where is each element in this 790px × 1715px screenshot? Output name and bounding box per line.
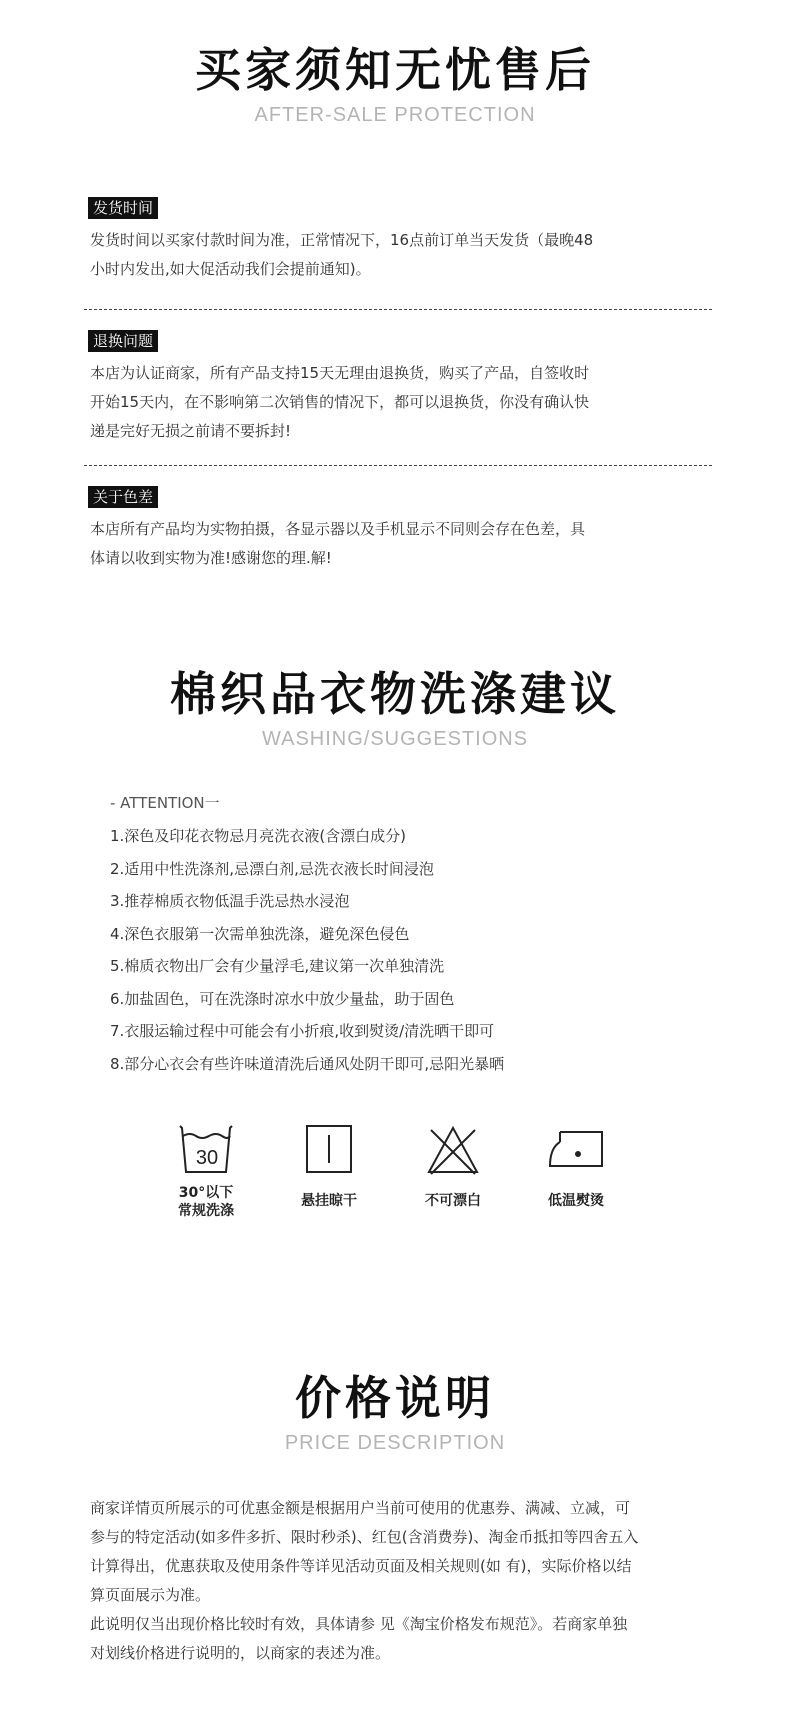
wash-30-icon — [174, 1122, 238, 1178]
washing-item: 1.深色及印花衣物忌月亮洗衣液(含漂白成分) — [110, 827, 407, 845]
no-bleach-icon — [421, 1122, 485, 1178]
notice-title: 买家须知无忧售后 — [195, 43, 595, 97]
price-subtitle: PRICE DESCRIPTION — [284, 1432, 506, 1454]
hang-dry-icon — [297, 1122, 361, 1178]
shipping-time-tag: 发货时间 — [88, 197, 158, 219]
section-divider — [84, 309, 712, 310]
notice-subtitle: AFTER-SALE PROTECTION — [254, 104, 536, 126]
care-label: 悬挂晾干 — [301, 1193, 357, 1209]
color-difference-tag: 关于色差 — [88, 486, 158, 508]
washing-item: 8.部分心衣会有些许味道清洗后通风处阴干即可,忌阳光暴晒 — [110, 1055, 505, 1073]
care-label: 低温熨烫 — [548, 1193, 604, 1209]
washing-item: 7.衣服运输过程中可能会有小折痕,收到熨烫/清洗晒干即可 — [110, 1022, 495, 1040]
return-exchange-text: 本店为认证商家，所有产品支持15天无理由退换货，购买了产品，自签收时 开始15天内，在不影响第二次销售的情况下，都可以退换货，你没有确认快 递是完好无损之前请不要拆封! — [90, 364, 590, 440]
section-divider — [84, 465, 712, 466]
washing-item: 3.推荐棉质衣物低温手洗忌热水浸泡 — [110, 892, 350, 910]
return-exchange-tag: 退换问题 — [88, 330, 158, 352]
washing-item: 4.深色衣服第一次需单独洗涤，避免深色侵色 — [110, 925, 410, 943]
washing-item: 6.加盐固色，可在洗涤时凉水中放少量盐，助于固色 — [110, 990, 455, 1008]
shipping-time-text: 发货时间以买家付款时间为准，正常情况下，16点前订单当天发货（最晚48 小时内发出,如大促活动我们会提前通知)。 — [90, 231, 594, 278]
washing-item: 2.适用中性洗涤剂,忌漂白剂,忌洗衣液长时间浸泡 — [110, 860, 434, 878]
price-paragraph: 商家详情页所展示的可优惠金额是根据用户当前可使用的优惠券、满减、立减，可 参与的特定活动(如多件多折、限时秒杀)、红包(含消费券)、淘金币抵扣等四舍五入 计算得出，优惠获取及使用条件等详见活动页面及相关规则(如 有)，实际价格以结 算页面展示为准。 — [90, 1499, 639, 1604]
price-title: 价格说明 — [295, 1371, 495, 1425]
washing-subtitle: WASHING/SUGGESTIONS — [261, 728, 529, 750]
low-iron-icon — [544, 1122, 608, 1178]
svg-text:30: 30 — [195, 1147, 219, 1169]
care-label: 不可漂白 — [425, 1193, 481, 1209]
washing-title: 棉织品衣物洗涤建议 — [170, 667, 620, 721]
price-paragraph: 此说明仅当出现价格比较时有效，具体请参 见《淘宝价格发布规范》。若商家单独 对划线价格进行说明的，以商家的表述为准。 — [90, 1615, 628, 1662]
care-label: 30°以下 常规洗涤 — [178, 1185, 234, 1219]
attention-label: - ATTENTION一 — [110, 794, 220, 812]
color-difference-text: 本店所有产品均为实物拍摄，各显示器以及手机显示不同则会存在色差，具 体请以收到实物为准!感谢您的理.解! — [90, 520, 586, 567]
washing-item: 5.棉质衣物出厂会有少量浮毛,建议第一次单独清洗 — [110, 957, 445, 975]
